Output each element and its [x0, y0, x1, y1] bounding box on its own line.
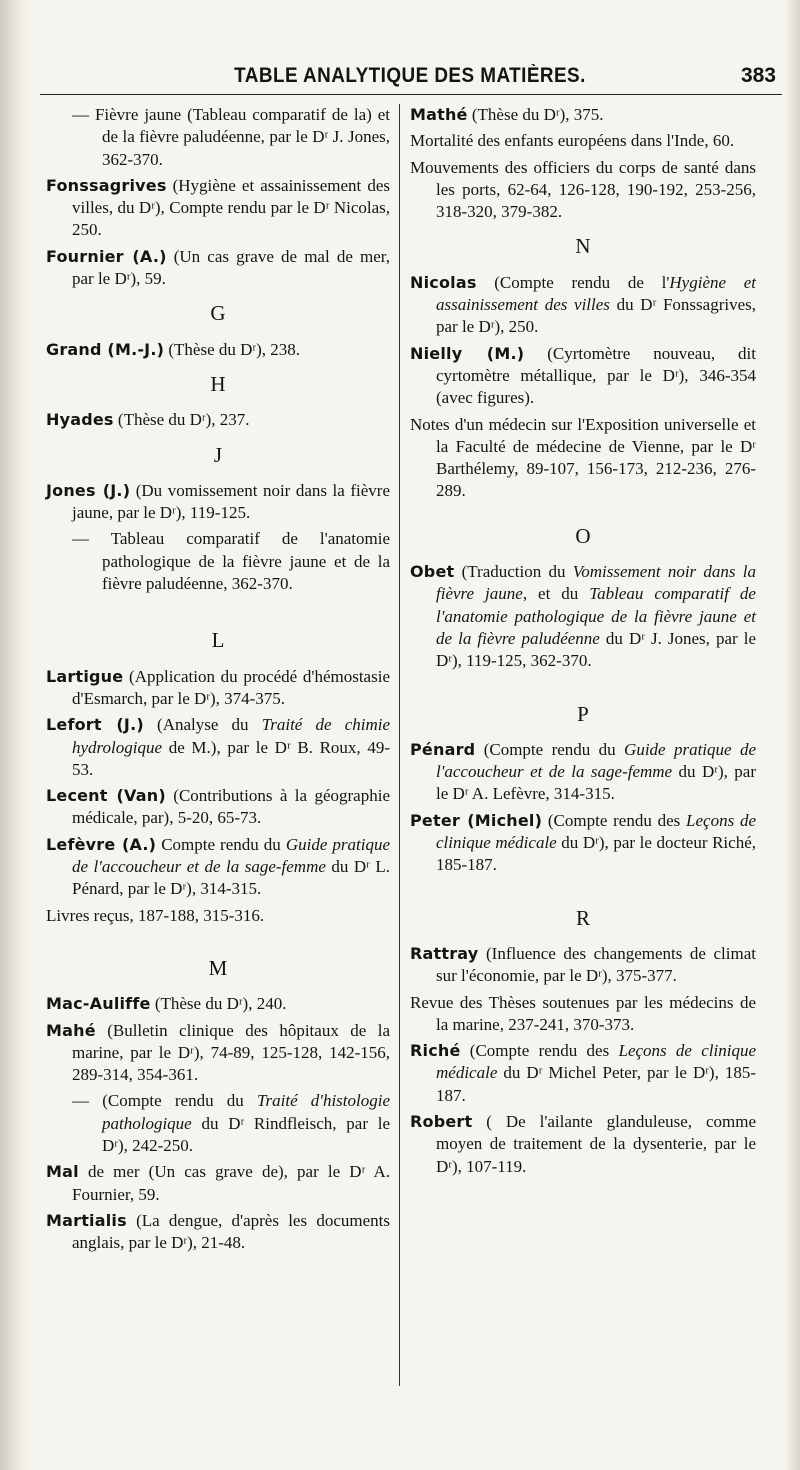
index-entry: Mouvements des officiers du corps de santé dans les ports, 62-64, 126-128, 190-192, 253-256, 318-320, 379-382. — [410, 157, 756, 222]
index-entry: — (Compte rendu du Traité d'histologie pathologique du Dʳ Rindfleisch, par le Dʳ), 242-250. — [72, 1091, 390, 1155]
index-entry: Mathé (Thèse du Dʳ), 375. — [410, 105, 604, 124]
entry-heading: Fournier (A.) — [46, 246, 167, 266]
index-entry: Fournier (A.) (Un cas grave de mal de mer, par le Dʳ), 59. — [46, 246, 390, 289]
entry-heading: Riché — [410, 1041, 461, 1061]
index-entry: Riché (Compte rendu des Leçons de clinique médicale du Dʳ Michel Peter, par le Dʳ), 185-187. — [410, 1041, 756, 1105]
index-entry: Lefèvre (A.) Compte rendu du Guide pratique de l'accoucheur et de la sage-femme du Dʳ L. Pénard, par le Dʳ), 314-315. — [46, 834, 391, 899]
entry-heading: Obet — [410, 562, 455, 582]
section-letter: R — [575, 905, 590, 930]
entry-heading: Martialis — [46, 1210, 127, 1230]
entry-heading: Nielly (M.) — [410, 343, 525, 363]
column-divider — [399, 104, 400, 1386]
entry-heading: Robert — [410, 1111, 473, 1131]
index-entry: Lartigue (Application du procédé d'hémostasie d'Esmarch, par le Dʳ), 374-375. — [46, 666, 390, 708]
index-entry: Mortalité des enfants européens dans l'Inde, 60. — [410, 131, 735, 151]
section-letter: P — [577, 701, 589, 726]
entry-heading: Grand (M.-J.) — [46, 339, 165, 359]
index-entry: Jones (J.) (Du vomissement noir dans la fièvre jaune, par le Dʳ), 119-125. — [46, 480, 390, 523]
index-entry: Mal de mer (Un cas grave de), par le Dʳ A. Fournier, 59. — [46, 1162, 390, 1204]
entry-heading: Mac-Auliffe — [46, 994, 151, 1014]
index-entry: — Fièvre jaune (Tableau comparatif de la) et de la fièvre paludéenne, par le Dʳ J. Jones, 362-370. — [72, 105, 390, 169]
index-entry: Martialis (La dengue, d'après les documents anglais, par le Dʳ), 21-48. — [46, 1210, 390, 1253]
entry-heading: Lartigue — [46, 666, 124, 686]
index-entry: Revue des Thèses soutenues par les médecins de la marine, 237-241, 370-373. — [410, 992, 756, 1034]
section-letter: M — [208, 955, 228, 980]
entry-heading: Hyades — [46, 410, 114, 430]
entry-heading: Mal — [46, 1162, 79, 1182]
index-entry: Lefort (J.) (Analyse du Traité de chimie hydrologique de M.), par le Dʳ B. Roux, 49-53. — [46, 715, 391, 779]
entry-heading: Fonssagrives — [46, 175, 167, 195]
page-edge-shadow — [784, 0, 800, 1470]
entry-heading: Rattray — [410, 943, 479, 963]
running-header — [0, 64, 800, 98]
index-entry: Livres reçus, 187-188, 315-316. — [46, 905, 265, 925]
entry-heading: Jones (J.) — [46, 480, 131, 500]
index-entry: Lecent (Van) (Contributions à la géographie médicale, par), 5-20, 65-73. — [46, 786, 390, 828]
entry-heading: Lecent (Van) — [46, 786, 166, 806]
entry-heading: Pénard — [410, 739, 476, 759]
index-entry: Mahé (Bulletin clinique des hôpitaux de la marine, par le Dʳ), 74-89, 125-128, 142-156, 289-314, 354-361. — [46, 1020, 390, 1085]
index-entry: — Tableau comparatif de l'anatomie pathologique de la fièvre jaune et de la fièvre paludéenne, 362-370. — [72, 529, 390, 594]
running-title: TABLE ANALYTIQUE DES MATIÈRES. — [234, 64, 586, 87]
section-letter: L — [211, 628, 225, 653]
entry-heading: Mahé — [46, 1020, 96, 1040]
entry-heading: Peter (Michel) — [410, 810, 543, 830]
left-column — [46, 104, 390, 1258]
section-letter: J — [213, 442, 223, 467]
section-letter: G — [210, 301, 226, 326]
index-entry: Peter (Michel) (Compte rendu des Leçons de clinique médicale du Dʳ), par le docteur Riché, 185-187. — [410, 810, 757, 875]
index-entry: Hyades (Thèse du Dʳ), 237. — [46, 410, 250, 430]
index-entry: Nicolas (Compte rendu de l'Hygiène et assainissement des villes du Dʳ Fonssagrives, par le Dʳ), 250. — [410, 272, 757, 337]
entry-heading: Lefèvre (A.) — [46, 834, 157, 854]
section-letter: N — [575, 234, 591, 259]
section-letter: O — [575, 523, 591, 548]
page-number: 383 — [740, 64, 776, 87]
section-letter: H — [210, 371, 226, 396]
index-entry: Obet (Traduction du Vomissement noir dans la fièvre jaune, et du Tableau comparatif de l'anatomie pathologique de la fièvre jaune et de la fièvre paludéenne du Dʳ J. Jones, par le Dʳ), 119-125, 362-370. — [410, 562, 756, 671]
entry-heading: Nicolas — [410, 272, 477, 292]
page-gutter-shadow — [0, 0, 30, 1470]
entry-heading: Mathé — [410, 105, 468, 124]
index-entry: Nielly (M.) (Cyrtomètre nouveau, dit cyrtomètre métallique, par le Dʳ), 346-354 (avec figures). — [410, 343, 756, 408]
index-entry: Rattray (Influence des changements de climat sur l'économie, par le Dʳ), 375-377. — [410, 943, 756, 986]
index-entry: Mac-Auliffe (Thèse du Dʳ), 240. — [46, 994, 287, 1014]
index-entry: Fonssagrives (Hygiène et assainissement des villes, du Dʳ), Compte rendu par le Dʳ Nicolas, 250. — [46, 175, 390, 240]
index-entry: Notes d'un médecin sur l'Exposition universelle et la Faculté de médecine de Vienne, par le Dʳ Barthélemy, 89-107, 156-173, 212-236, 276-289. — [410, 414, 756, 501]
entry-heading: Lefort (J.) — [46, 715, 144, 735]
index-entry: Robert ( De l'ailante glanduleuse, comme moyen de traitement de la dysenterie, par le Dʳ), 107-119. — [410, 1111, 756, 1176]
index-entry: Grand (M.-J.) (Thèse du Dʳ), 238. — [46, 339, 301, 359]
index-entry: Pénard (Compte rendu du Guide pratique de l'accoucheur et de la sage-femme du Dʳ), par le Dʳ A. Lefèvre, 314-315. — [410, 739, 757, 804]
right-column — [410, 104, 756, 1182]
header-rule — [40, 94, 782, 95]
